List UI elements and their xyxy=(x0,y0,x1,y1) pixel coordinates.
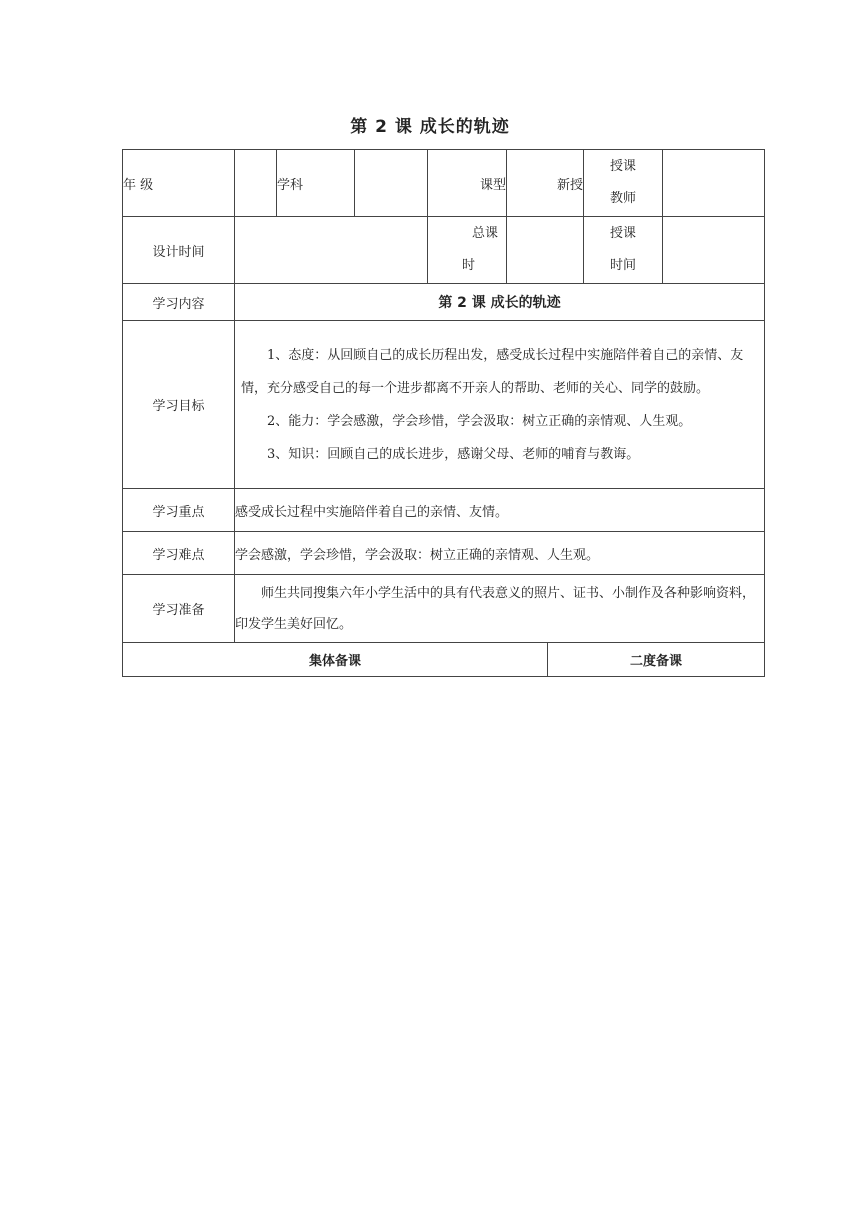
goals-label: 学习目标 xyxy=(123,321,235,489)
table-row-key-points xyxy=(123,489,765,532)
difficulties-value: 学会感激，学会珍惜，学会汲取：树立正确的亲情观、人生观。 xyxy=(235,532,765,575)
table-row-difficulties xyxy=(123,532,765,575)
lesson-time-value-cell xyxy=(663,217,765,284)
key-points-value: 感受成长过程中实施陪伴着自己的亲情、友情。 xyxy=(235,489,765,532)
difficulties-label: 学习难点 xyxy=(123,532,235,575)
goals-value xyxy=(235,321,765,489)
secondary-prep-header: 二度备课 xyxy=(548,643,765,677)
lesson-type-value: 新授 xyxy=(507,150,584,217)
grade-label: 年 级 xyxy=(123,150,235,217)
collective-prep-header: 集体备课 xyxy=(123,643,548,677)
lesson-time-label xyxy=(584,217,663,284)
table-row-content xyxy=(123,284,765,321)
lesson-plan-table xyxy=(122,149,765,677)
preparation-label: 学习准备 xyxy=(123,575,235,643)
teacher-value-cell xyxy=(663,150,765,217)
goal-item-attitude: 1、态度：从回顾自己的成长历程出发，感受成长过程中实施陪伴着自己的亲情、友情，充分感受自己的每一个进步都离不开亲人的帮助、老师的关心、同学的鼓励。 xyxy=(241,347,744,396)
teacher-label-line1: 授课 xyxy=(610,159,637,174)
table-row-design-time xyxy=(123,217,765,284)
design-time-value-cell xyxy=(235,217,428,284)
lesson-time-line1: 授课 xyxy=(610,226,637,241)
total-hours-line2: 时 xyxy=(462,258,476,273)
lesson-type-label: 课型 xyxy=(428,150,507,217)
teacher-label xyxy=(584,150,663,217)
total-hours-value-cell xyxy=(507,217,584,284)
lesson-time-line2: 时间 xyxy=(610,258,637,273)
teacher-label-line2: 教师 xyxy=(610,191,637,206)
total-hours-line1: 总课 xyxy=(471,226,498,241)
content-label: 学习内容 xyxy=(123,284,235,321)
goal-item-ability: 2、能力：学会感激，学会珍惜，学会汲取：树立正确的亲情观、人生观。 xyxy=(267,413,692,429)
total-hours-label xyxy=(428,217,507,284)
subject-label: 学科 xyxy=(277,150,355,217)
subject-value-cell xyxy=(355,150,428,217)
table-row-footer xyxy=(123,643,765,677)
goal-item-knowledge: 3、知识：回顾自己的成长进步，感谢父母、老师的哺育与教诲。 xyxy=(267,446,640,462)
content-value: 第 2 课 成长的轨迹 xyxy=(235,284,765,321)
table-row-goals xyxy=(123,321,765,489)
key-points-label: 学习重点 xyxy=(123,489,235,532)
preparation-value: 师生共同搜集六年小学生活中的具有代表意义的照片、证书、小制作及各种影响资料，印发学生美好回忆。 xyxy=(235,575,765,643)
table-row-preparation xyxy=(123,575,765,643)
table-row-grade xyxy=(123,150,765,217)
document-title: 第 2 课 成长的轨迹 xyxy=(350,117,510,137)
grade-value-cell xyxy=(235,150,277,217)
design-time-label: 设计时间 xyxy=(123,217,235,284)
